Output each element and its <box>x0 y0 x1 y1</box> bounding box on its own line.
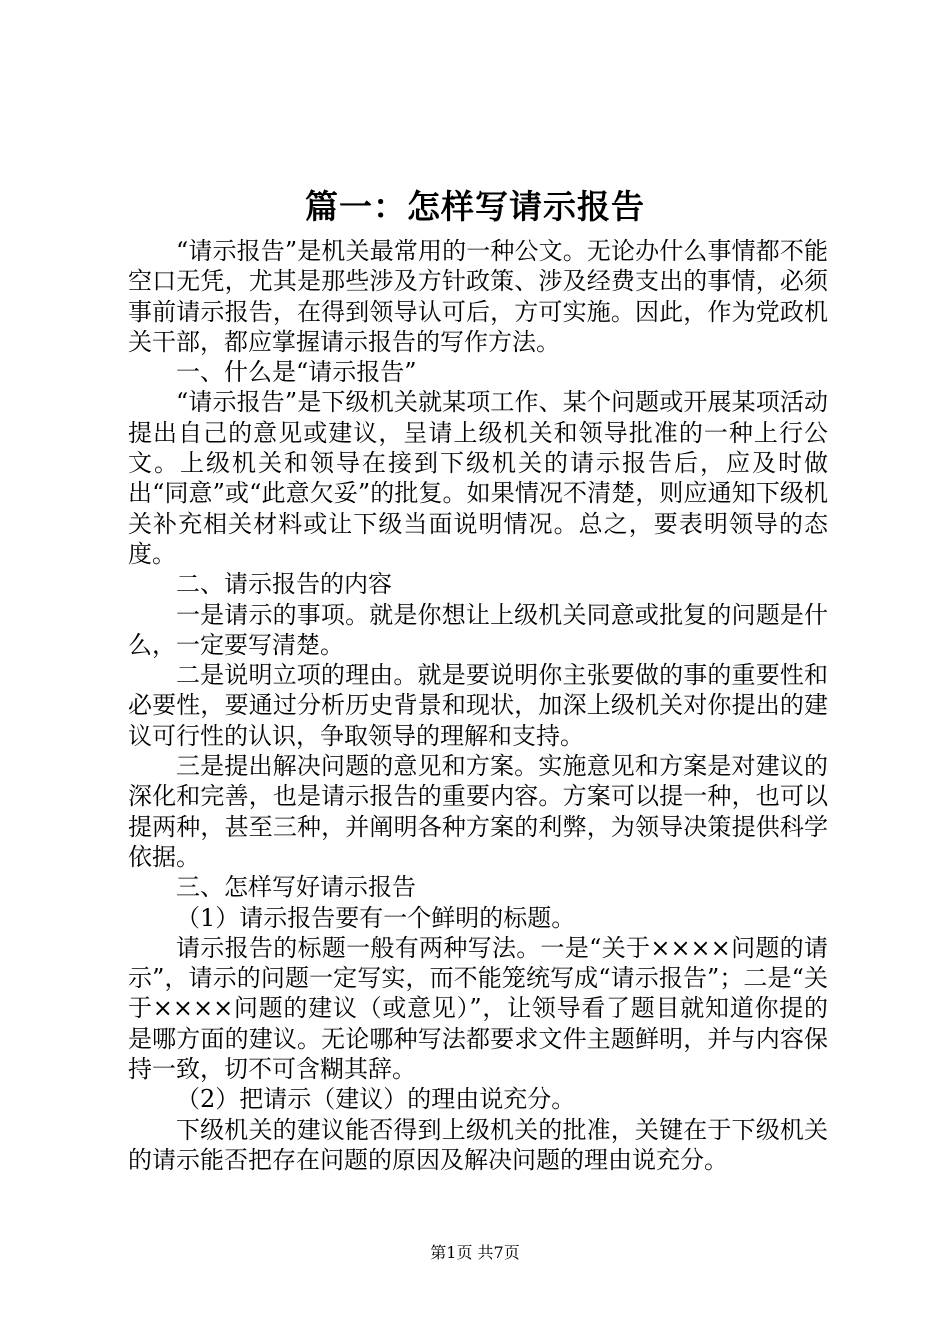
paragraph-definition: “请示报告”是下级机关就某项工作、某个问题或开展某项活动提出自己的意见或建议，呈请上级机关和领导批准的一种上行公文。上级机关和领导在接到下级机关的请示报告后，应及时做出“同意”或“此意欠妥”的批复。如果情况不清楚，则应通知下级机关补充相关材料或让下级当面说明情况。总之，要表明领导的态度。 <box>128 388 828 568</box>
paragraph-reasons: 下级机关的建议能否得到上级机关的批准，关键在于下级机关的请示能否把存在问题的原因及解决问题的理由说充分。 <box>128 1115 828 1174</box>
document-body <box>128 236 828 1175</box>
section-heading-3: 三、怎样写好请示报告 <box>176 873 416 902</box>
section-heading-2: 二、请示报告的内容 <box>176 570 392 599</box>
subheading-1: （1）请示报告要有一个鲜明的标题。 <box>176 903 576 932</box>
paragraph-title-rules: 请示报告的标题一般有两种写法。一是“关于××××问题的请示”，请示的问题一定写实，而不能笼统写成“请示报告”；二是“关于××××问题的建议（或意见）”，让领导看了题目就知道你提的是哪方面的建议。无论哪种写法都要求文件主题鲜明，并与内容保持一致，切不可含糊其辞。 <box>128 933 828 1084</box>
paragraph-item-3: 三是提出解决问题的意见和方案。实施意见和方案是对建议的深化和完善，也是请示报告的重要内容。方案可以提一种，也可以提两种，甚至三种，并阐明各种方案的利弊，为领导决策提供科学依据。 <box>128 752 828 871</box>
paragraph-intro: “请示报告”是机关最常用的一种公文。无论办什么事情都不能空口无凭，尤其是那些涉及方针政策、涉及经费支出的事情，必须事前请示报告，在得到领导认可后，方可实施。因此，作为党政机关干部，都应掌握请示报告的写作方法。 <box>128 237 828 356</box>
page-title: 篇一：怎样写请示报告 <box>305 187 645 226</box>
paragraph-item-1: 一是请示的事项。就是你想让上级机关同意或批复的问题是什么，一定要写清楚。 <box>128 600 828 659</box>
page-number-footer: 第1页 共7页 <box>430 1243 520 1262</box>
section-heading-1: 一、什么是“请示报告” <box>176 358 417 387</box>
subheading-2: （2）把请示（建议）的理由说充分。 <box>176 1085 576 1114</box>
paragraph-item-2: 二是说明立项的理由。就是要说明你主张要做的事的重要性和必要性，要通过分析历史背景和现状，加深上级机关对你提出的建议可行性的认识，争取领导的理解和支持。 <box>128 661 828 750</box>
